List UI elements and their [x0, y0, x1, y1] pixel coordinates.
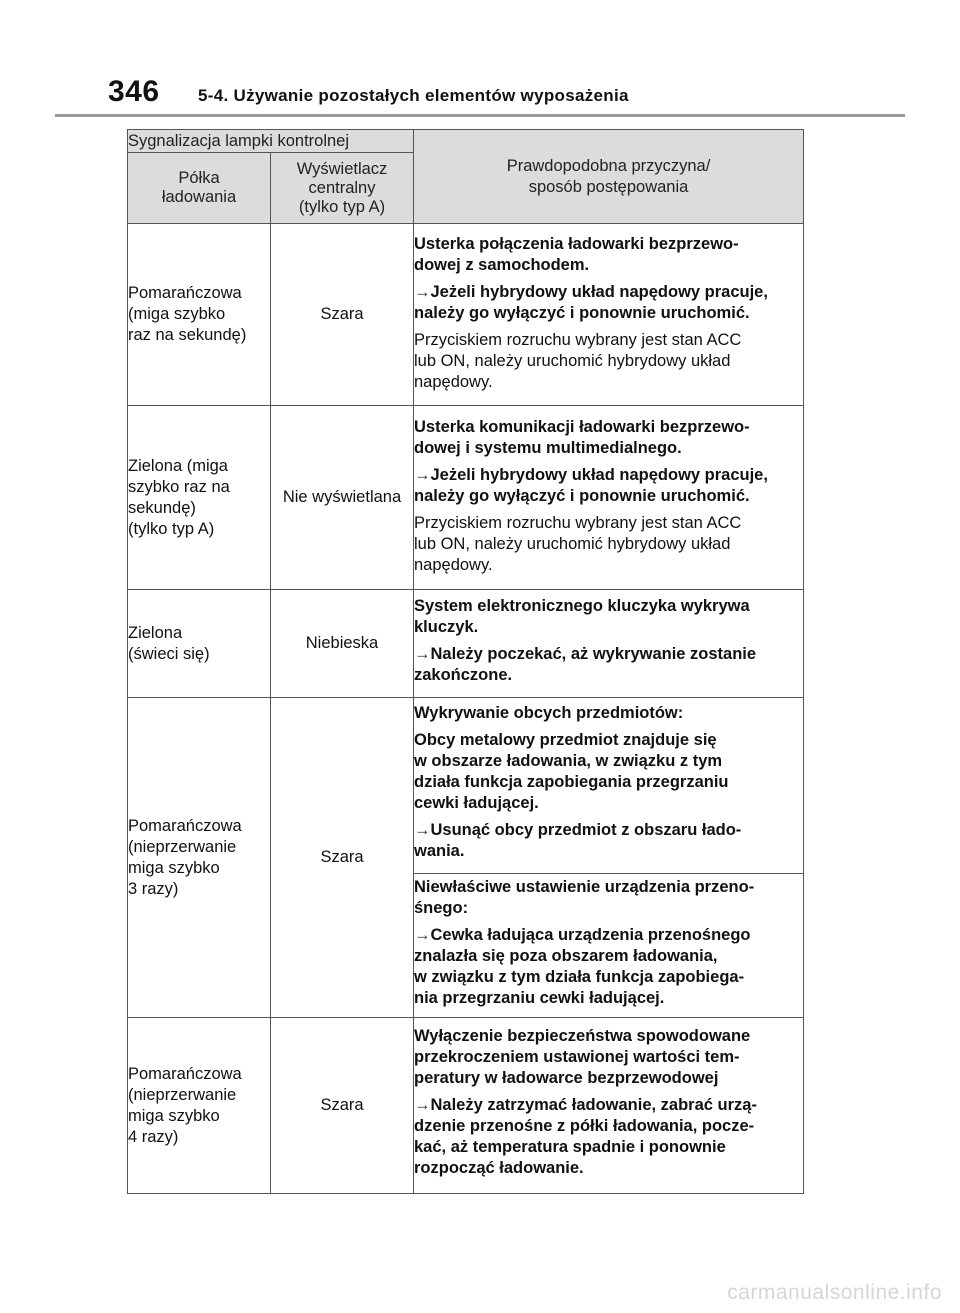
cause-title: Usterka komunikacji ładowarki bezprzewo- dowej i systemu multimedialnego.: [414, 418, 750, 457]
cause-cell: [414, 590, 804, 698]
action-text: Cewka ładująca urządzenia przenośnego znalazła się poza obszarem ładowania, w związku z tym działa funkcja zapobiega- nia przegrzaniu cewki ładującej.: [414, 925, 751, 1007]
display-cell: Szara: [271, 698, 414, 1018]
cause-action: [414, 1095, 803, 1179]
table-row: [128, 590, 804, 698]
cause-cell: [414, 406, 804, 590]
cause-action: [414, 282, 803, 324]
cause-cell: [414, 224, 804, 406]
action-text: Jeżeli hybrydowy układ napędowy pracuje, należy go wyłączyć i ponownie uruchomić.: [414, 283, 768, 322]
cause-cell: [414, 698, 804, 874]
arrow-icon: →: [414, 1096, 431, 1114]
display-cell: Szara: [271, 224, 414, 406]
cause-action: [414, 820, 803, 862]
action-text: Należy poczekać, aż wykrywanie zostanie zakończone.: [414, 644, 757, 684]
table-row: [128, 698, 804, 874]
header-shelf: Półka ładowania: [128, 153, 271, 224]
action-text: Należy zatrzymać ładowanie, zabrać urzą- dzenie przenośne z półki ładowania, pocze- kać, aż temperatura spadnie i ponownie rozpocząć ładowanie.: [414, 1096, 757, 1177]
cause-title: Wyłączenie bezpieczeństwa spowodowane przekroczeniem ustawionej wartości tem- peratury w ładowarce bezprzewodowej: [414, 1027, 751, 1087]
cause-title: Wykrywanie obcych przedmiotów:: [414, 704, 684, 722]
table-header-row: [128, 130, 804, 153]
cause-title: Usterka połączenia ładowarki bezprzewo- dowej z samochodem.: [414, 235, 739, 274]
cause-note: Przyciskiem rozruchu wybrany jest stan ACC lub ON, należy uruchomić hybrydowy układ napędowy.: [414, 331, 742, 391]
shelf-cell: Zielona (świeci się): [128, 590, 271, 698]
arrow-icon: →: [414, 466, 431, 484]
cause-note: Przyciskiem rozruchu wybrany jest stan ACC lub ON, należy uruchomić hybrydowy układ napędowy.: [414, 514, 742, 574]
shelf-cell: Zielona (miga szybko raz na sekundę) (tylko typ A): [128, 406, 271, 590]
header-indicator-group: Sygnalizacja lampki kontrolnej: [128, 130, 414, 153]
header-display: Wyświetlacz centralny (tylko typ A): [271, 153, 414, 224]
cause-cell: [414, 1018, 804, 1194]
table-row: [128, 224, 804, 406]
cause-description: Obcy metalowy przedmiot znajduje się w obszarze ładowania, w związku z tym działa funkcja zapobiegania przegrzaniu cewki ładującej.: [414, 731, 729, 812]
arrow-icon: →: [414, 821, 431, 839]
display-cell: Nie wyświetlana: [271, 406, 414, 590]
watermark: carmanualsonline.info: [727, 1281, 942, 1304]
shelf-cell: Pomarańczowa (miga szybko raz na sekundę): [128, 224, 271, 406]
cause-cell: [414, 874, 804, 1018]
indicator-table: [127, 129, 804, 1194]
arrow-icon: →: [414, 283, 431, 301]
cause-action: [414, 465, 803, 507]
action-text: Jeżeli hybrydowy układ napędowy pracuje, należy go wyłączyć i ponownie uruchomić.: [414, 466, 768, 505]
shelf-cell: Pomarańczowa (nieprzerwanie miga szybko 3 razy): [128, 698, 271, 1018]
action-text: Usunąć obcy przedmiot z obszaru łado- wania.: [414, 821, 742, 860]
display-cell: Niebieska: [271, 590, 414, 698]
arrow-icon: →: [414, 925, 431, 944]
table-row: [128, 406, 804, 590]
cause-action: [414, 925, 803, 1009]
display-cell: Szara: [271, 1018, 414, 1194]
shelf-cell: Pomarańczowa (nieprzerwanie miga szybko 4 razy): [128, 1018, 271, 1194]
cause-action: [414, 644, 803, 686]
section-title: 5-4. Używanie pozostałych elementów wyposażenia: [198, 86, 629, 105]
cause-title: Niewłaściwe ustawienie urządzenia przeno- śnego:: [414, 877, 755, 917]
table-row: [128, 1018, 804, 1194]
page-number: 346: [108, 75, 160, 108]
header-rule: [55, 114, 905, 117]
cause-title: System elektronicznego kluczyka wykrywa kluczyk.: [414, 596, 750, 636]
arrow-icon: →: [414, 644, 431, 663]
header-cause: Prawdopodobna przyczyna/ sposób postępowania: [414, 130, 804, 224]
